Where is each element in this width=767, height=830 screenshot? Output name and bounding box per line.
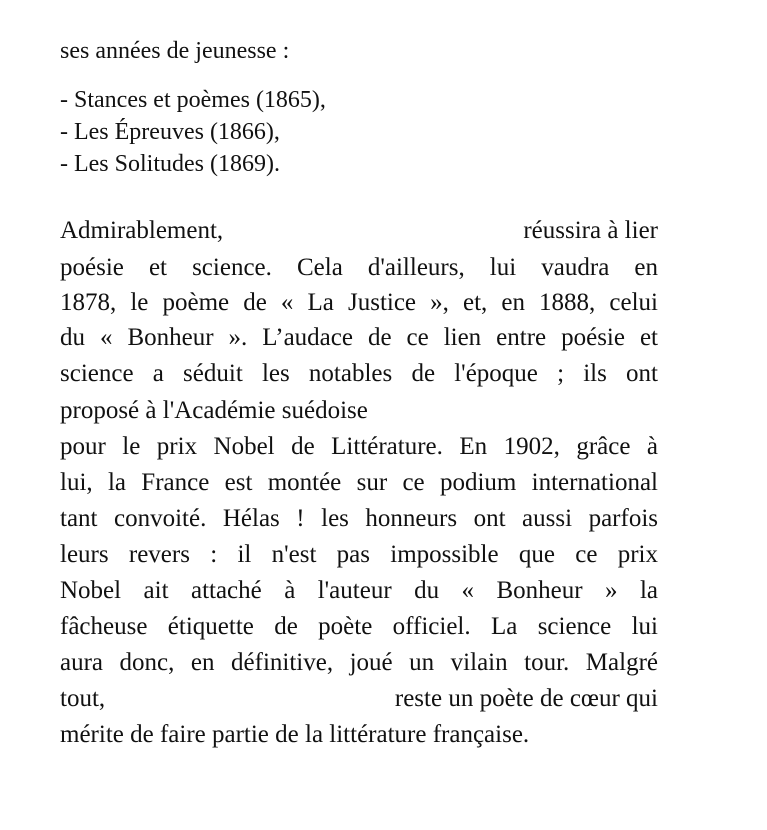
list-item: - Les Solitudes (1869). [60, 151, 280, 177]
paragraph-line: aura donc, en définitive, joué un vilain tour. Malgré [60, 649, 658, 676]
paragraph-line: mérite de faire partie de la littérature française. [60, 721, 530, 748]
paragraph-line: science a séduit les notables de l'époque ; ils ont [60, 360, 658, 387]
paragraph-line: leurs revers : il n'est pas impossible que ce prix [60, 541, 658, 568]
paragraph-text: tout, [60, 685, 106, 712]
paragraph-line: Nobel ait attaché à l'auteur du « Bonheur » la [60, 577, 658, 604]
paragraph-line: du « Bonheur ». L’audace de ce lien entre poésie et [60, 324, 658, 351]
paragraph-line: tant convoité. Hélas ! les honneurs ont aussi parfois [60, 505, 658, 532]
intro-line: ses années de jeunesse : [60, 38, 290, 64]
paragraph-text: Admirablement, [60, 217, 224, 244]
list-item: - Les Épreuves (1866), [60, 119, 280, 145]
list-item: - Stances et poèmes (1865), [60, 87, 326, 113]
paragraph-line: 1878, le poème de « La Justice », et, en 1888, celui [60, 289, 658, 316]
paragraph-line: proposé à l'Académie suédoise [60, 397, 368, 424]
paragraph-line: poésie et science. Cela d'ailleurs, lui vaudra en [60, 254, 658, 281]
paragraph-text: réussira à lier [523, 217, 658, 244]
paragraph-line: pour le prix Nobel de Littérature. En 1902, grâce à [60, 433, 658, 460]
paragraph-line: fâcheuse étiquette de poète officiel. La science lui [60, 613, 658, 640]
paragraph-text: reste un poète de cœur qui [394, 685, 658, 712]
paragraph-line: lui, la France est montée sur ce podium international [60, 469, 658, 496]
